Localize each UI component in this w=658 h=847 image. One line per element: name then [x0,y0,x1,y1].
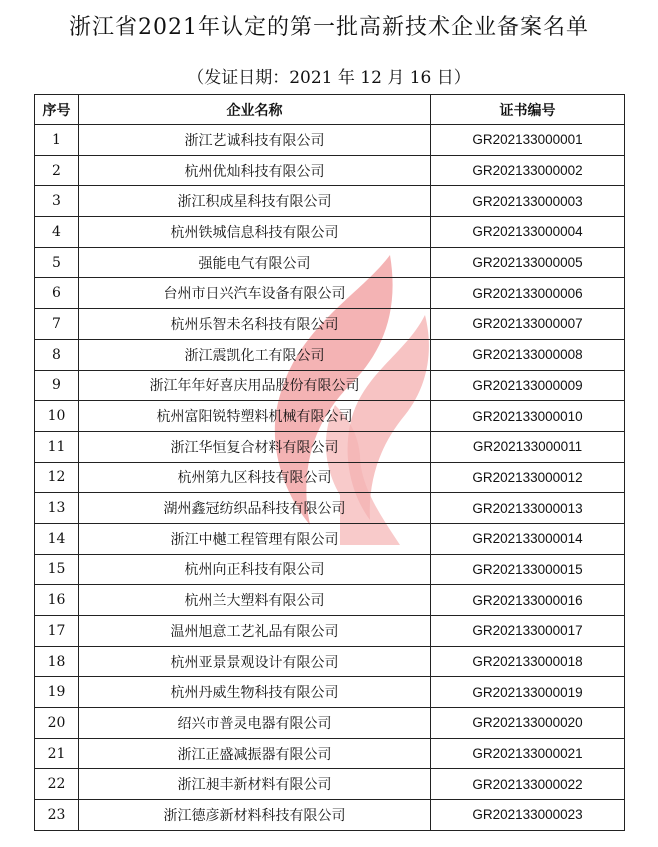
company-name: 杭州优灿科技有限公司 [79,155,431,186]
company-name: 杭州向正科技有限公司 [79,554,431,585]
company-name: 浙江震凯化工有限公司 [79,339,431,370]
certificate-number: GR202133000004 [431,217,625,248]
certificate-number: GR202133000020 [431,708,625,739]
row-index: 7 [35,309,79,340]
table-row [35,155,625,186]
certificate-number: GR202133000011 [431,431,625,462]
row-index: 23 [35,800,79,831]
row-index: 18 [35,646,79,677]
certificate-number: GR202133000021 [431,738,625,769]
certificate-number: GR202133000012 [431,462,625,493]
company-name: 杭州亚景景观设计有限公司 [79,646,431,677]
row-index: 13 [35,493,79,524]
row-index: 20 [35,708,79,739]
table-row [35,554,625,585]
table-row [35,677,625,708]
company-name: 强能电气有限公司 [79,247,431,278]
row-index: 1 [35,125,79,156]
certificate-number: GR202133000023 [431,800,625,831]
row-index: 8 [35,339,79,370]
table-row [35,462,625,493]
company-name: 台州市日兴汽车设备有限公司 [79,278,431,309]
certificate-number: GR202133000007 [431,309,625,340]
company-name: 浙江德彦新材料科技有限公司 [79,800,431,831]
column-header-company: 企业名称 [79,95,431,125]
certificate-number: GR202133000018 [431,646,625,677]
company-name: 浙江艺诚科技有限公司 [79,125,431,156]
certificate-number: GR202133000003 [431,186,625,217]
certificate-number: GR202133000010 [431,401,625,432]
table-row [35,585,625,616]
row-index: 4 [35,217,79,248]
company-name: 杭州丹威生物科技有限公司 [79,677,431,708]
table-row [35,769,625,800]
row-index: 5 [35,247,79,278]
certificate-number: GR202133000001 [431,125,625,156]
certificate-number: GR202133000006 [431,278,625,309]
column-header-index: 序号 [35,95,79,125]
certificate-number: GR202133000016 [431,585,625,616]
table-row [35,309,625,340]
company-name: 杭州乐智未名科技有限公司 [79,309,431,340]
table-row [35,493,625,524]
company-name: 杭州富阳锐特塑料机械有限公司 [79,401,431,432]
table-row [35,401,625,432]
certificate-number: GR202133000022 [431,769,625,800]
certificate-number: GR202133000002 [431,155,625,186]
company-name: 浙江昶丰新材料有限公司 [79,769,431,800]
row-index: 9 [35,370,79,401]
row-index: 6 [35,278,79,309]
certificate-number: GR202133000017 [431,616,625,647]
row-index: 22 [35,769,79,800]
certificate-number: GR202133000009 [431,370,625,401]
company-name: 杭州第九区科技有限公司 [79,462,431,493]
table-row [35,278,625,309]
table-row [35,523,625,554]
row-index: 21 [35,738,79,769]
issue-date-subtitle: （发证日期：2021 年 12 月 16 日） [187,68,471,88]
table-row [35,125,625,156]
table-header-row [35,95,625,125]
company-name: 浙江华恒复合材料有限公司 [79,431,431,462]
row-index: 17 [35,616,79,647]
company-name: 杭州兰大塑料有限公司 [79,585,431,616]
row-index: 19 [35,677,79,708]
row-index: 12 [35,462,79,493]
table-row [35,708,625,739]
certificate-number: GR202133000019 [431,677,625,708]
table-row [35,616,625,647]
table-row [35,800,625,831]
row-index: 3 [35,186,79,217]
row-index: 16 [35,585,79,616]
row-index: 14 [35,523,79,554]
table-row [35,431,625,462]
certificate-number: GR202133000008 [431,339,625,370]
company-name: 浙江积成星科技有限公司 [79,186,431,217]
table-row [35,646,625,677]
row-index: 2 [35,155,79,186]
table-row [35,738,625,769]
row-index: 11 [35,431,79,462]
table-row [35,217,625,248]
certificate-number: GR202133000014 [431,523,625,554]
company-name: 浙江正盛减振器有限公司 [79,738,431,769]
certificate-number: GR202133000015 [431,554,625,585]
company-name: 浙江中樾工程管理有限公司 [79,523,431,554]
table-row [35,370,625,401]
certificate-number: GR202133000013 [431,493,625,524]
company-name: 浙江年年好喜庆用品股份有限公司 [79,370,431,401]
column-header-certificate: 证书编号 [431,95,625,125]
table-row [35,186,625,217]
table-row [35,339,625,370]
table-row [35,247,625,278]
company-name: 湖州鑫冠纺织品科技有限公司 [79,493,431,524]
company-name: 绍兴市普灵电器有限公司 [79,708,431,739]
enterprise-table [34,94,625,831]
certificate-number: GR202133000005 [431,247,625,278]
page-title: 浙江省2021年认定的第一批高新技术企业备案名单 [69,15,589,40]
row-index: 10 [35,401,79,432]
company-name: 杭州铁城信息科技有限公司 [79,217,431,248]
company-name: 温州旭意工艺礼品有限公司 [79,616,431,647]
row-index: 15 [35,554,79,585]
